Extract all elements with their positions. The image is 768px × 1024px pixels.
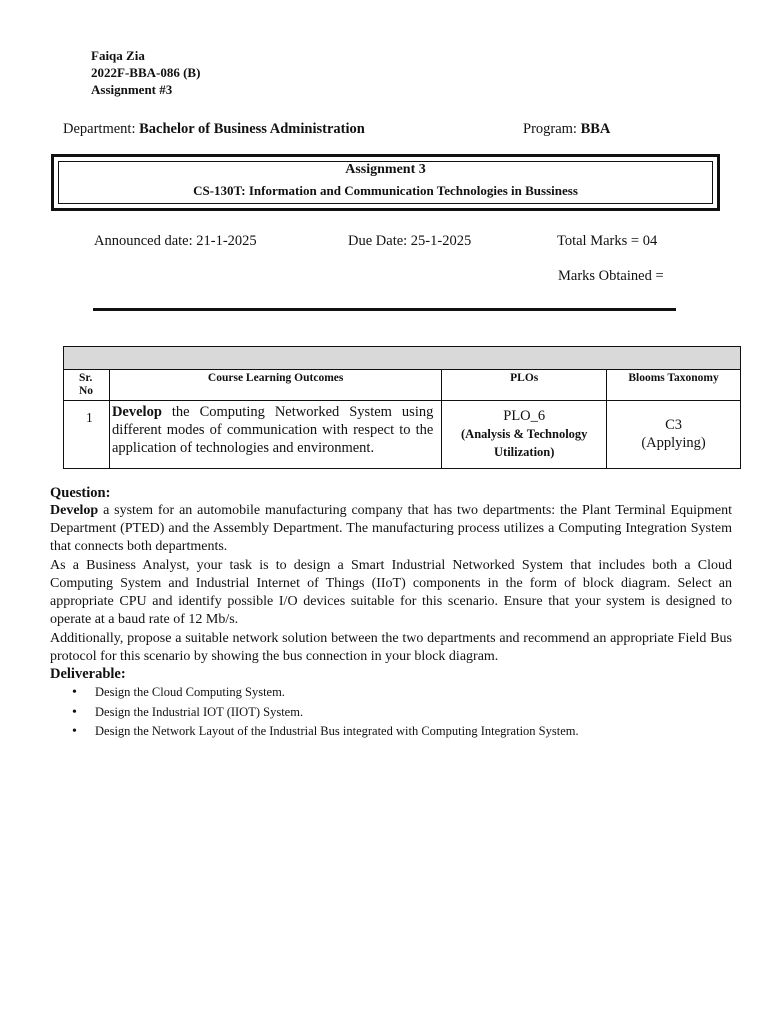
clo-table bbox=[63, 346, 741, 469]
header-sr-no: Sr. No bbox=[64, 370, 110, 401]
row-plo-sub: (Analysis & Technology Utilization) bbox=[461, 427, 588, 459]
header-blooms: Blooms Taxonomy bbox=[607, 370, 741, 401]
program-value: BBA bbox=[580, 121, 611, 137]
row-bloom-code: C3 bbox=[665, 417, 682, 433]
department-value: Bachelor of Business Administration bbox=[139, 121, 365, 137]
row-bloom-label: (Applying) bbox=[641, 435, 706, 451]
list-item: • Design the Cloud Computing System. bbox=[72, 683, 579, 703]
question-p1-text: a system for an automobile manufacturing company that has two departments: the Plant Terminal Equipment Department (PTED) and the Assembly Department. The manufacturing process utilizes a Computing Integration System that connects both departments. bbox=[50, 503, 732, 554]
row-plo-main: PLO_6 bbox=[503, 408, 546, 424]
table-row bbox=[64, 401, 741, 469]
row-bloom bbox=[607, 401, 741, 469]
due-date: Due Date: 25-1-2025 bbox=[348, 233, 472, 249]
question-paragraph-1 bbox=[50, 502, 732, 556]
question-paragraph-2: As a Business Analyst, your task is to design a Smart Industrial Networked System that includes both a Cloud Computing System and Industrial Internet of Things (IIoT) components in the form of block diagram. Select an appropriate CPU and identify possible I/O devices suitable for this scenario. Ensure that your system is designed to operate at a baud rate of 12 Mb/s. bbox=[50, 558, 732, 627]
marks-obtained: Marks Obtained = bbox=[558, 268, 664, 284]
header-plos: PLOs bbox=[442, 370, 607, 401]
header-clo: Course Learning Outcomes bbox=[109, 370, 441, 401]
table-shaded-header-row bbox=[64, 347, 741, 370]
assignment-number: Assignment #3 bbox=[91, 82, 173, 97]
program-line bbox=[523, 121, 610, 138]
department-label: Department: bbox=[63, 121, 136, 137]
question-heading: Question: bbox=[50, 485, 111, 501]
row-clo-bold: Develop bbox=[111, 404, 162, 420]
table-header-row bbox=[64, 370, 741, 401]
deliverable-list bbox=[72, 683, 579, 742]
department-line bbox=[63, 121, 365, 138]
list-item: • Design the Network Layout of the Industrial Bus integrated with Computing Integration System. bbox=[72, 722, 579, 742]
row-sr: 1 bbox=[64, 401, 110, 469]
assignment-title-box bbox=[51, 154, 720, 211]
question-p1-bold: Develop bbox=[50, 503, 99, 518]
course-title: CS-130T: Information and Communication Technologies in Bussiness bbox=[193, 183, 578, 198]
student-name: Faiqa Zia bbox=[91, 48, 145, 63]
row-clo-text: the Computing Networked System using different modes of communication with respect to the application of technologies and environment. bbox=[111, 404, 434, 456]
deliverable-heading: Deliverable: bbox=[50, 666, 126, 682]
list-item: • Design the Industrial IOT (IIOT) System. bbox=[72, 703, 579, 723]
row-plo bbox=[442, 401, 607, 469]
horizontal-rule bbox=[93, 308, 676, 311]
program-label: Program: bbox=[523, 121, 577, 137]
assignment-title: Assignment 3 bbox=[345, 162, 426, 177]
row-clo bbox=[109, 401, 441, 469]
total-marks: Total Marks = 04 bbox=[557, 233, 658, 249]
shaded-cell bbox=[64, 347, 741, 370]
student-roll-number: 2022F-BBA-086 (B) bbox=[91, 65, 201, 80]
question-paragraph-3: Additionally, propose a suitable network solution between the two departments and recommend an appropriate Field Bus protocol for this scenario by showing the bus connection in your block diagram. bbox=[50, 631, 732, 664]
announced-date: Announced date: 21-1-2025 bbox=[94, 233, 257, 249]
